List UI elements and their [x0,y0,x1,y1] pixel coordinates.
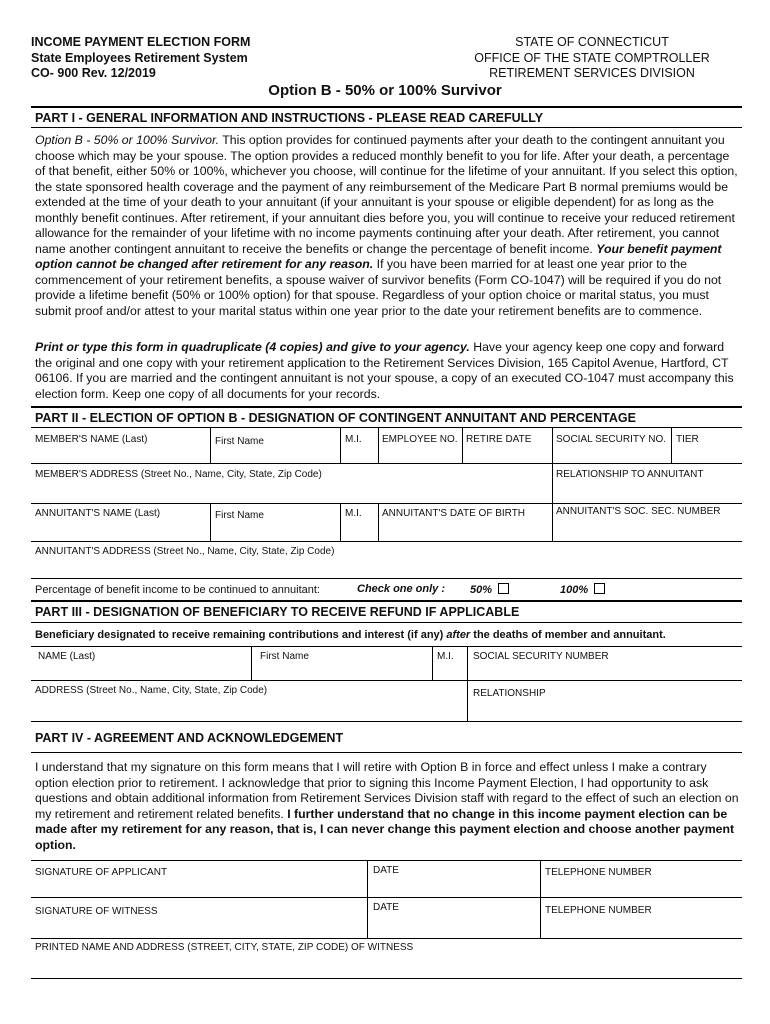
part3-intro-after: after [446,629,471,641]
annuitant-address-field[interactable]: ANNUITANT'S ADDRESS (Street No., Name, City, State, Zip Code) [35,546,335,557]
divider [31,106,742,108]
retire-date-field[interactable]: RETIRE DATE [466,434,532,445]
option-100-checkbox[interactable] [560,583,605,596]
members-first-name-field[interactable]: First Name [215,436,264,447]
part3-intro-a: Beneficiary designated to receive remaining contributions and interest (if any) [35,629,447,641]
option-50-checkbox[interactable] [470,583,509,596]
part1-heading: PART I - GENERAL INFORMATION AND INSTRUCTIONS - PLEASE READ CAREFULLY [35,111,544,125]
check-one-label: Check one only : [357,583,446,595]
option-100-label: 100% [560,584,589,596]
annuitant-first-name-field[interactable]: First Name [215,510,264,521]
ssn-field[interactable]: SOCIAL SECURITY NO. [556,434,667,445]
beneficiary-relationship-field[interactable]: RELATIONSHIP [473,688,546,699]
divider [31,406,742,408]
option-title: Option B - 50% or 100% Survivor [268,82,502,99]
witness-printed-name-address-field[interactable]: PRINTED NAME AND ADDRESS (STREET, CITY, STATE, ZIP CODE) OF WITNESS [35,942,414,953]
employee-no-field[interactable]: EMPLOYEE NO. [382,434,458,445]
form-title: INCOME PAYMENT ELECTION FORM [31,35,251,49]
beneficiary-first-name-field[interactable]: First Name [260,651,309,662]
part1-print-instructions: Print or type this form in quadruplicate (4 copies) and give to your agency. [35,340,470,354]
form-header-right [470,35,714,82]
checkbox-50[interactable] [498,583,509,594]
date-applicant-field[interactable]: DATE [373,865,399,876]
form-number: CO- 900 Rev. 12/2019 [31,66,156,80]
part3-intro [35,629,666,641]
beneficiary-mi-field[interactable]: M.I. [437,651,454,662]
part1-paragraph-2 [35,340,741,402]
relationship-to-annuitant-field[interactable]: RELATIONSHIP TO ANNUITANT [556,469,704,480]
signature-witness-field[interactable]: SIGNATURE OF WITNESS [35,906,158,917]
form-header-left [31,35,250,82]
beneficiary-address-field[interactable]: ADDRESS (Street No., Name, City, State, Zip Code) [35,685,268,696]
members-mi-field[interactable]: M.I. [345,434,362,445]
percentage-label: Percentage of benefit income to be continued to annuitant: [35,584,320,596]
part4-text: I understand that my signature on this form means that I will retire with Option B in force and effect unless I make a contrary option election prior to retirement. I acknowledge that prior to signing this Income Payment Election, I had opportunity to ask questions and obtain additional information from Retirement Services Division staff with regard to the effect of such an election on my retirement and retirement related benefits. [35,760,739,821]
annuitant-name-last-field[interactable]: ANNUITANT'S NAME (Last) [35,508,161,519]
telephone-witness-field[interactable]: TELEPHONE NUMBER [545,905,652,916]
part3-heading: PART III - DESIGNATION OF BENEFICIARY TO RECEIVE REFUND IF APPLICABLE [35,605,520,619]
state-name: STATE OF CONNECTICUT [515,35,669,49]
part1-text-2: If you have been married for at least one year prior to the commencement of your retirement benefits, a spouse waiver of survivor benefits (Form CO-1047) will be required if you do not provide a lifetime benefit (50% or 100% option) for that spouse. Regardless of your option choice or marital status, you must submit proof and/or attest to your marital status within one year prior to the date your retirement benefits are to commence. [35,257,722,318]
members-address-field[interactable]: MEMBER'S ADDRESS (Street No., Name, City, State, Zip Code) [35,469,322,480]
part1-text: This option provides for continued payments after your death to the contingent annuitant you choose which may be your spouse. The option provides a reduced monthly benefit to you for life. After your death, a percentage of that benefit, either 50% or 100%, whichever you choose, will continue for the lifetime of your annuitant. If you select this option, the state sponsored health coverage and the payment of any reimbursement of the Medicare Part B normal premiums would be extended at the time of your death to your annuitant (if your annuitant is your spouse or eligible dependent) for as long as the monthly benefit continues. After retirement, if your annuitant dies before you, you will continue to receive your reduced retirement allowance for the remainder of your lifetime with no income payments continuing after your death. After retirement, you cannot name another contingent annuitant to receive the benefits or change the percentage of benefit income. [35,133,738,256]
option-50-label: 50% [470,584,493,596]
part1-bold-warning: Your benefit payment option cannot be changed after retirement for any reason. [35,241,722,271]
part1-text-3: Have your agency keep one copy and forward the original and one copy with your retirement application to the Retirement Services Division, 165 Capitol Avenue, Hartford, CT 06106. If you are married and the contingent annuitant is not your spouse, a copy of an executed CO-1047 must accompany this election form. Keep one copy of all documents for your records. [35,340,734,401]
signature-applicant-field[interactable]: SIGNATURE OF APPLICANT [35,867,168,878]
checkbox-100[interactable] [594,583,605,594]
part1-option-italic: Option B - 50% or 100% Survivor. [35,133,220,147]
part4-paragraph [35,760,741,853]
tier-field[interactable]: TIER [676,434,699,445]
part3-intro-b: the deaths of member and annuitant. [470,629,666,641]
part4-heading: PART IV - AGREEMENT AND ACKNOWLEDGEMENT [35,731,344,745]
division-name: RETIREMENT SERVICES DIVISION [489,66,695,80]
system-name: State Employees Retirement System [31,50,248,65]
annuitant-dob-field[interactable]: ANNUITANT'S DATE OF BIRTH [382,508,526,519]
divider [31,127,742,128]
annuitant-mi-field[interactable]: M.I. [345,508,362,519]
part1-paragraph-1 [35,133,741,319]
part2-heading: PART II - ELECTION OF OPTION B - DESIGNATION OF CONTINGENT ANNUITANT AND PERCENTAGE [35,411,636,425]
divider [31,427,742,428]
telephone-applicant-field[interactable]: TELEPHONE NUMBER [545,867,652,878]
date-witness-field[interactable]: DATE [373,902,399,913]
members-name-last-field[interactable]: MEMBER'S NAME (Last) [35,434,148,445]
office-name: OFFICE OF THE STATE COMPTROLLER [474,50,710,65]
part4-bold-text: I further understand that no change in this income payment election can be made after my retirement for any reason, that is, I can never change this payment election and choose another payment option. [35,806,735,852]
annuitant-ssn-field[interactable]: ANNUITANT'S SOC. SEC. NUMBER [556,506,721,517]
beneficiary-name-last-field[interactable]: NAME (Last) [38,651,96,662]
beneficiary-ssn-field[interactable]: SOCIAL SECURITY NUMBER [473,651,609,662]
